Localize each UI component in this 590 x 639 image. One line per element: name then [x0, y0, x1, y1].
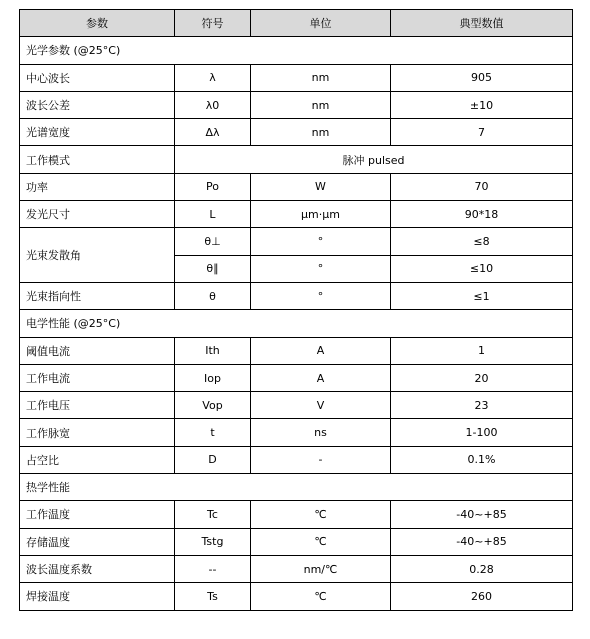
symbol-cell: Tc [175, 501, 251, 528]
unit-cell: nm/℃ [251, 555, 391, 582]
value-cell: ±10 [391, 91, 573, 118]
param-cell: 阈值电流 [20, 337, 175, 364]
table-row [20, 282, 573, 309]
table-row [20, 201, 573, 228]
param-cell: 光束发散角 [20, 228, 175, 283]
value-cell: 20 [391, 364, 573, 391]
unit-cell: A [251, 364, 391, 391]
value-cell: ≤10 [391, 255, 573, 282]
spec-table [19, 9, 573, 611]
section-optical-title: 光学参数 (@25°C) [20, 37, 573, 64]
param-cell: 工作模式 [20, 146, 175, 173]
table-row [20, 446, 573, 473]
section-row-thermal [20, 474, 573, 501]
table-row [20, 392, 573, 419]
table-row-divergence-perp [20, 228, 573, 255]
param-cell: 光束指向性 [20, 282, 175, 309]
symbol-cell: Δλ [175, 119, 251, 146]
unit-cell: - [251, 446, 391, 473]
param-cell: 工作电压 [20, 392, 175, 419]
unit-cell: ° [251, 255, 391, 282]
symbol-cell: L [175, 201, 251, 228]
unit-cell: ℃ [251, 528, 391, 555]
value-cell: 0.28 [391, 555, 573, 582]
unit-cell: nm [251, 119, 391, 146]
unit-cell: V [251, 392, 391, 419]
unit-cell: nm [251, 64, 391, 91]
section-electrical-title: 电学性能 (@25°C) [20, 310, 573, 337]
symbol-cell: Ts [175, 583, 251, 610]
symbol-cell: Ith [175, 337, 251, 364]
symbol-cell: Po [175, 173, 251, 200]
unit-cell: ℃ [251, 583, 391, 610]
table-row [20, 64, 573, 91]
header-param: 参数 [20, 10, 175, 37]
symbol-cell: Iop [175, 364, 251, 391]
value-cell: 1 [391, 337, 573, 364]
param-cell: 波长公差 [20, 91, 175, 118]
value-cell: -40~+85 [391, 501, 573, 528]
value-cell: 70 [391, 173, 573, 200]
param-cell: 焊接温度 [20, 583, 175, 610]
header-symbol: 符号 [175, 10, 251, 37]
value-cell: 1-100 [391, 419, 573, 446]
param-cell: 工作电流 [20, 364, 175, 391]
param-cell: 发光尺寸 [20, 201, 175, 228]
section-thermal-title: 热学性能 [20, 474, 573, 501]
value-cell: 90*18 [391, 201, 573, 228]
value-cell: 260 [391, 583, 573, 610]
param-cell: 波长温度系数 [20, 555, 175, 582]
symbol-cell: D [175, 446, 251, 473]
value-cell: ≤8 [391, 228, 573, 255]
section-row-electrical [20, 310, 573, 337]
value-cell: 23 [391, 392, 573, 419]
symbol-cell: λ [175, 64, 251, 91]
symbol-cell: -- [175, 555, 251, 582]
symbol-cell: λ0 [175, 91, 251, 118]
param-cell: 工作脉宽 [20, 419, 175, 446]
table-row [20, 419, 573, 446]
table-row [20, 91, 573, 118]
value-cell: -40~+85 [391, 528, 573, 555]
header-value: 典型数值 [391, 10, 573, 37]
value-cell: ≤1 [391, 282, 573, 309]
param-cell: 中心波长 [20, 64, 175, 91]
table-row [20, 364, 573, 391]
value-cell: 0.1% [391, 446, 573, 473]
table-row [20, 501, 573, 528]
unit-cell: ° [251, 228, 391, 255]
table-header-row [20, 10, 573, 37]
symbol-cell: θ [175, 282, 251, 309]
symbol-cell: t [175, 419, 251, 446]
unit-cell: ns [251, 419, 391, 446]
table-row [20, 173, 573, 200]
symbol-cell: θ⊥ [175, 228, 251, 255]
mode-value-cell: 脉冲 pulsed [175, 146, 573, 173]
unit-cell: A [251, 337, 391, 364]
value-cell: 905 [391, 64, 573, 91]
unit-cell: nm [251, 91, 391, 118]
table-row-mode [20, 146, 573, 173]
symbol-cell: θ∥ [175, 255, 251, 282]
value-cell: 7 [391, 119, 573, 146]
param-cell: 功率 [20, 173, 175, 200]
param-cell: 占空比 [20, 446, 175, 473]
symbol-cell: Vop [175, 392, 251, 419]
table-row [20, 528, 573, 555]
param-cell: 光谱宽度 [20, 119, 175, 146]
table-row [20, 119, 573, 146]
table-row [20, 555, 573, 582]
unit-cell: μm·μm [251, 201, 391, 228]
symbol-cell: Tstg [175, 528, 251, 555]
unit-cell: W [251, 173, 391, 200]
table-row [20, 337, 573, 364]
unit-cell: ℃ [251, 501, 391, 528]
param-cell: 存储温度 [20, 528, 175, 555]
unit-cell: ° [251, 282, 391, 309]
param-cell: 工作温度 [20, 501, 175, 528]
header-unit: 单位 [251, 10, 391, 37]
table-row [20, 583, 573, 610]
section-row-optical [20, 37, 573, 64]
